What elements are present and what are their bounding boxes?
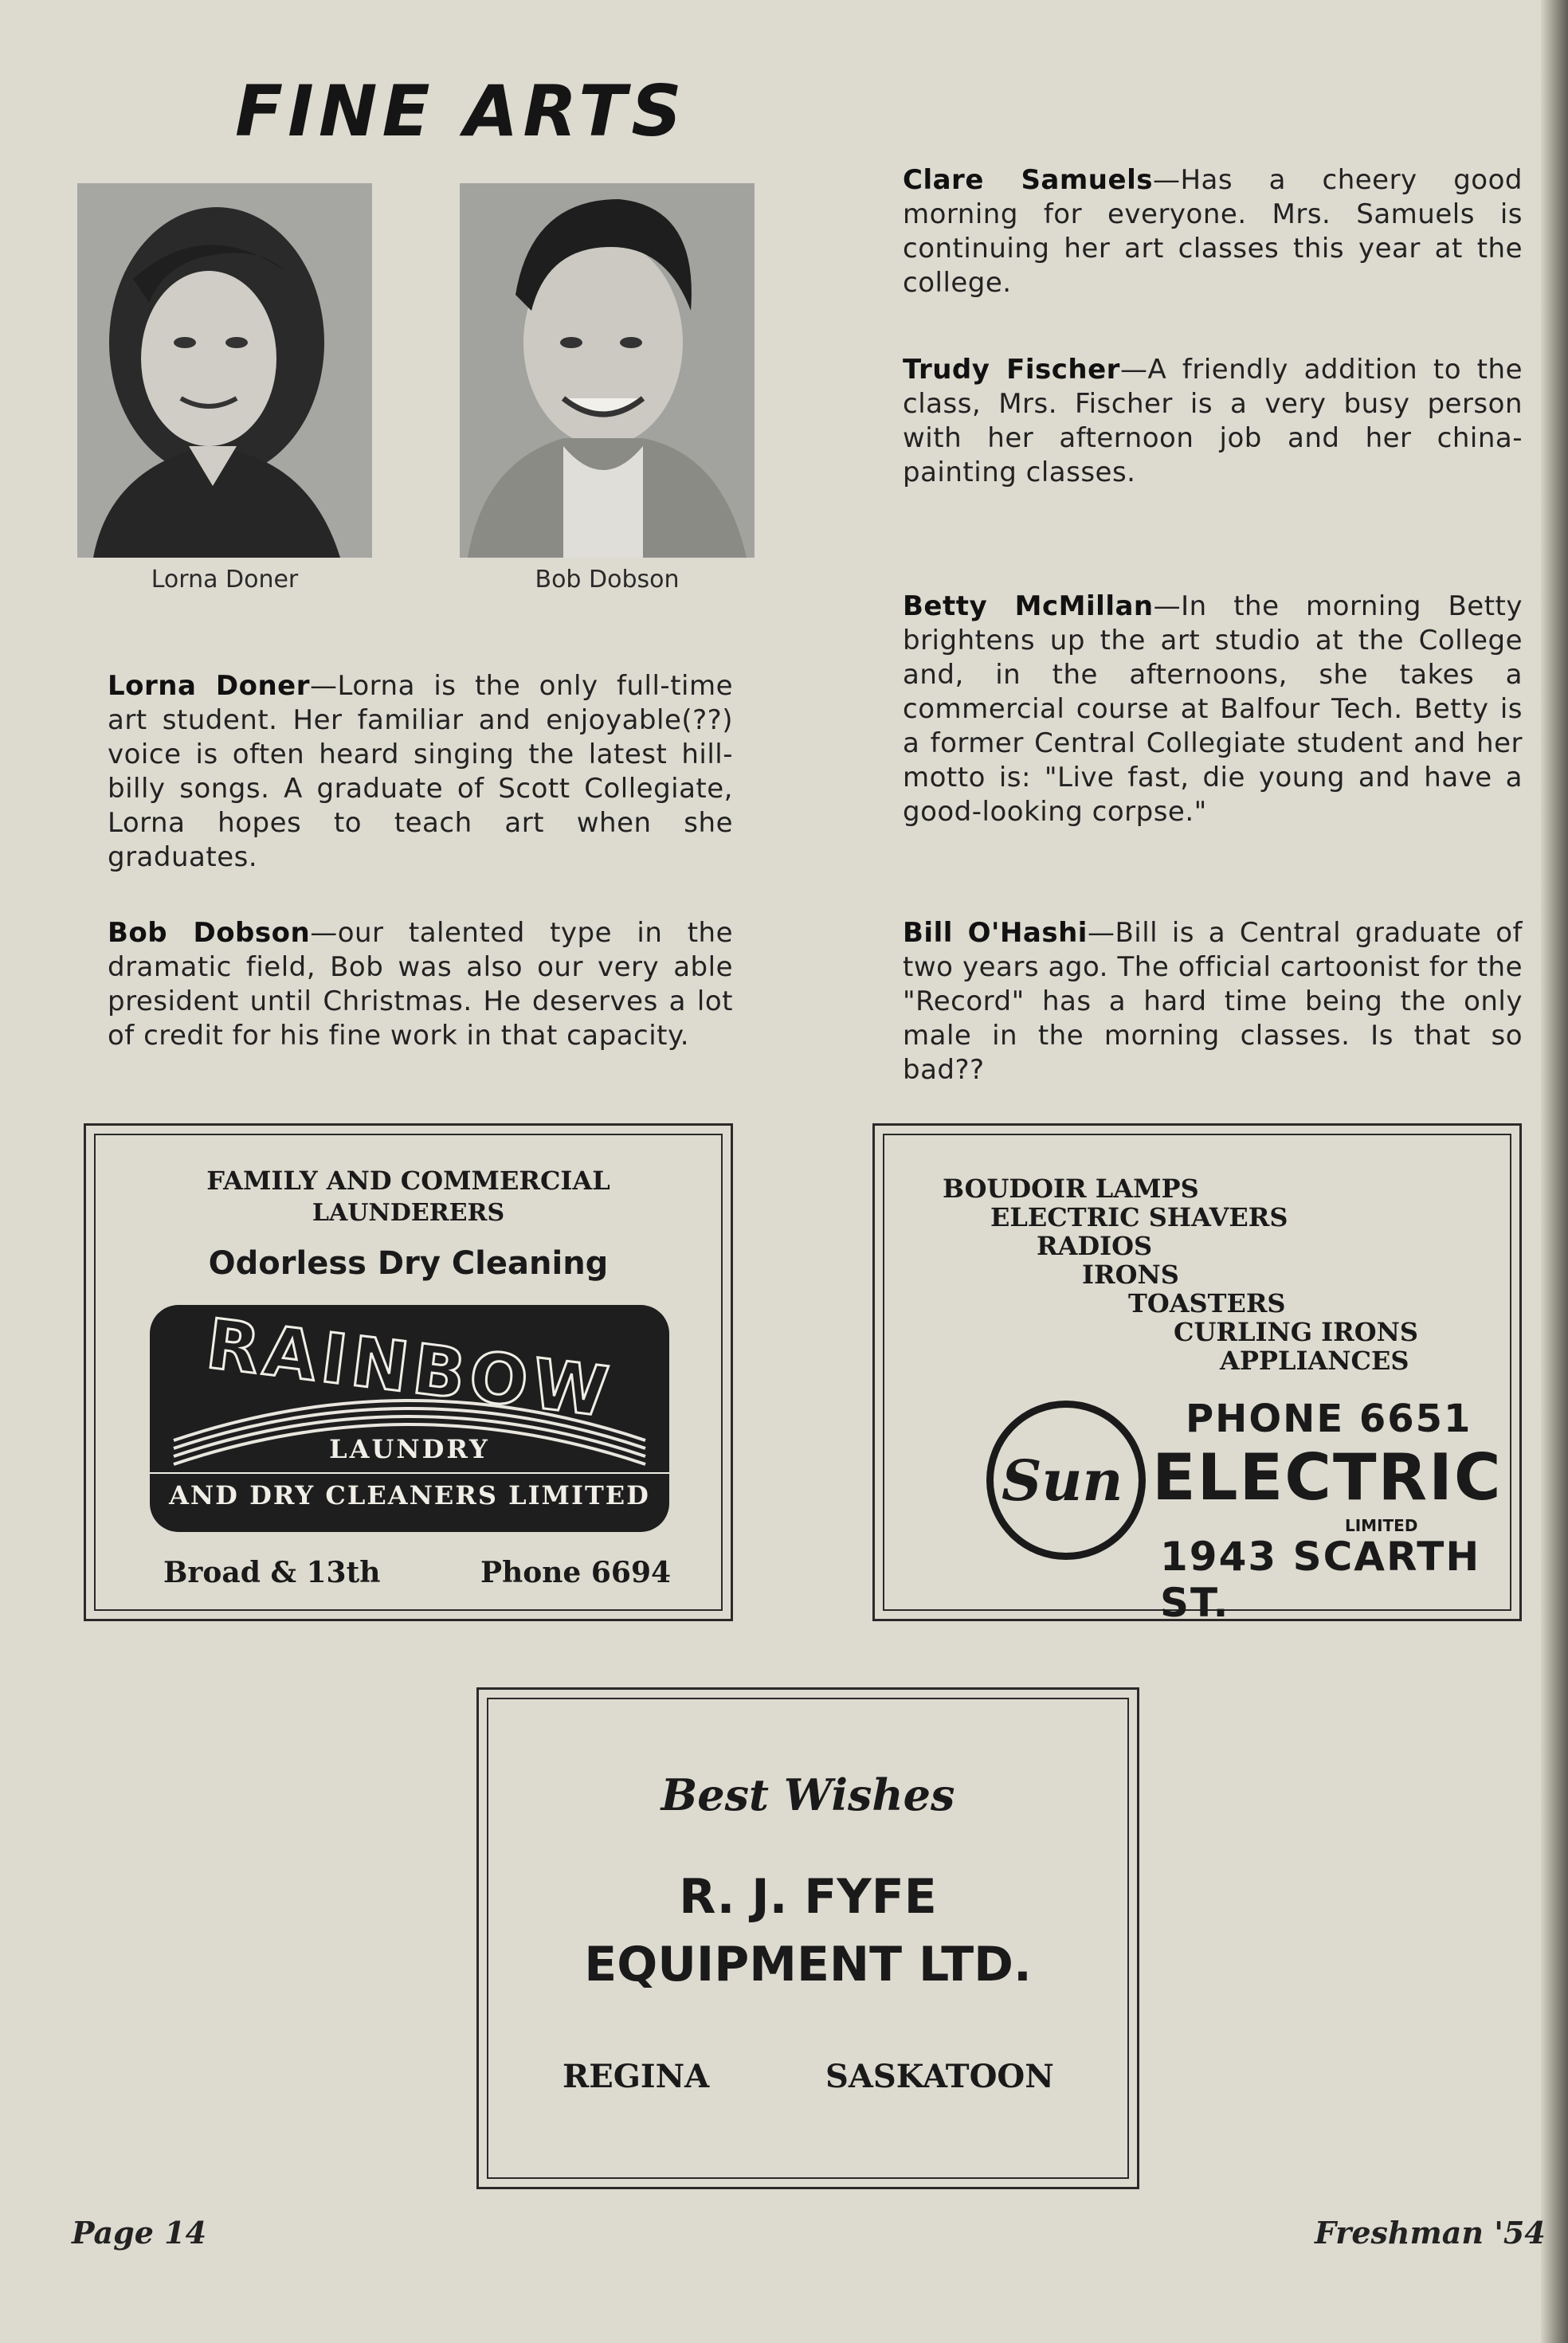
ad-rainbow-line2: LAUNDERERS [312,1199,505,1227]
portrait-bob-dobson [460,183,755,558]
footer-page-number: Page 14 [72,2215,207,2251]
fyfe-name2: EQUIPMENT LTD. [584,1937,1032,1992]
ad-rainbow-tagline: Odorless Dry Cleaning [208,1245,609,1282]
ad-rainbow-line1: FAMILY AND COMMERCIAL [206,1166,610,1196]
ad-rainbow-phone: Phone 6694 [480,1556,672,1589]
fyfe-greeting: Best Wishes [661,1769,955,1820]
sun-logo-text: Sun [1002,1448,1123,1514]
sun-phone: PHONE 6651 [1186,1397,1472,1441]
divider [150,1472,669,1474]
fyfe-city1: REGINA [563,2058,710,2095]
bio-clare [903,163,1523,300]
fyfe-city2: SASKATOON [825,2058,1054,2095]
ad-rainbow-sub1: LAUNDRY [329,1434,490,1464]
bio-text: —Bill is a Central graduate of two years ago. The official cartoonist for the "Record" has a hard time being the only male in the morning classes. Is that so bad?? [903,917,1523,1086]
ad-rainbow-sub2: AND DRY CLEANERS LIMITED [169,1480,650,1510]
bio-name: Bob Dobson [108,917,311,949]
sun-name: ELECTRIC [1152,1440,1503,1514]
bio-name: Betty McMillan [903,590,1154,622]
sun-item: IRONS [1082,1260,1179,1290]
bio-text: —Lorna is the only full-time art student. Her familiar and enjoyable(??) voice is often heard singing the latest hill-billy songs. A graduate of Scott Collegiate, Lorna hopes to teach art when she graduates. [108,670,734,873]
ad-rainbow-laundry [84,1123,733,1621]
sun-logo-circle [986,1401,1146,1560]
rainbow-logo-panel [150,1305,669,1532]
bio-name: Lorna Doner [108,670,311,702]
sun-item: BOUDOIR LAMPS [943,1173,1199,1204]
sun-item: CURLING IRONS [1174,1317,1418,1347]
ad-fyfe-equipment [476,1687,1139,2189]
bio-betty [903,590,1523,829]
bio-name: Clare Samuels [903,164,1153,196]
fyfe-name1: R. J. FYFE [679,1869,937,1925]
sun-item: RADIOS [1037,1231,1153,1261]
sun-item: ELECTRIC SHAVERS [990,1202,1288,1232]
portrait-lorna-doner [77,183,372,558]
bio-text: —In the morning Betty brightens up the art studio at the College and, in the afternoons, she takes a commercial course at Balfour Tech. Betty is a former Central Collegiate student and her motto is: "Live fast, die young and have a good-looking corpse." [903,590,1523,828]
bio-lorna [108,669,733,875]
ad-sun-electric [872,1123,1522,1626]
caption-lorna: Lorna Doner [151,566,299,594]
portrait-bob-image [460,183,755,558]
bio-bill [903,916,1523,1087]
bio-name: Bill O'Hashi [903,917,1088,949]
ad-rainbow-address: Broad & 13th [163,1556,381,1589]
sun-limited: LIMITED [1345,1516,1418,1535]
page-edge-shadow [1541,0,1568,2343]
sun-item: TOASTERS [1128,1288,1286,1318]
rainbow-logo-text: RAINBOW [202,1304,617,1433]
bio-text: —our talented type in the dramatic field, Bob was also our very able president until Christmas. He deserves a lot of credit for his fine work in that capacity. [108,917,734,1052]
sun-address: 1943 SCARTH ST. [1160,1534,1481,1626]
bio-bob [108,916,733,1053]
sun-item: APPLIANCES [1220,1346,1409,1376]
bio-name: Trudy Fischer [903,354,1120,386]
bio-text: —Has a cheery good morning for everyone. Mrs. Samuels is continuing her art classes this year at the college. [903,164,1523,299]
bio-trudy [903,353,1523,490]
page-title: FINE ARTS [235,70,687,152]
portrait-lorna-image [77,183,372,558]
bio-text: —A friendly addition to the class, Mrs. Fischer is a very busy person with her afternoon job and her china-painting classes. [903,354,1523,488]
caption-bob: Bob Dobson [535,566,680,594]
footer-publication: Freshman '54 [1315,2215,1546,2251]
